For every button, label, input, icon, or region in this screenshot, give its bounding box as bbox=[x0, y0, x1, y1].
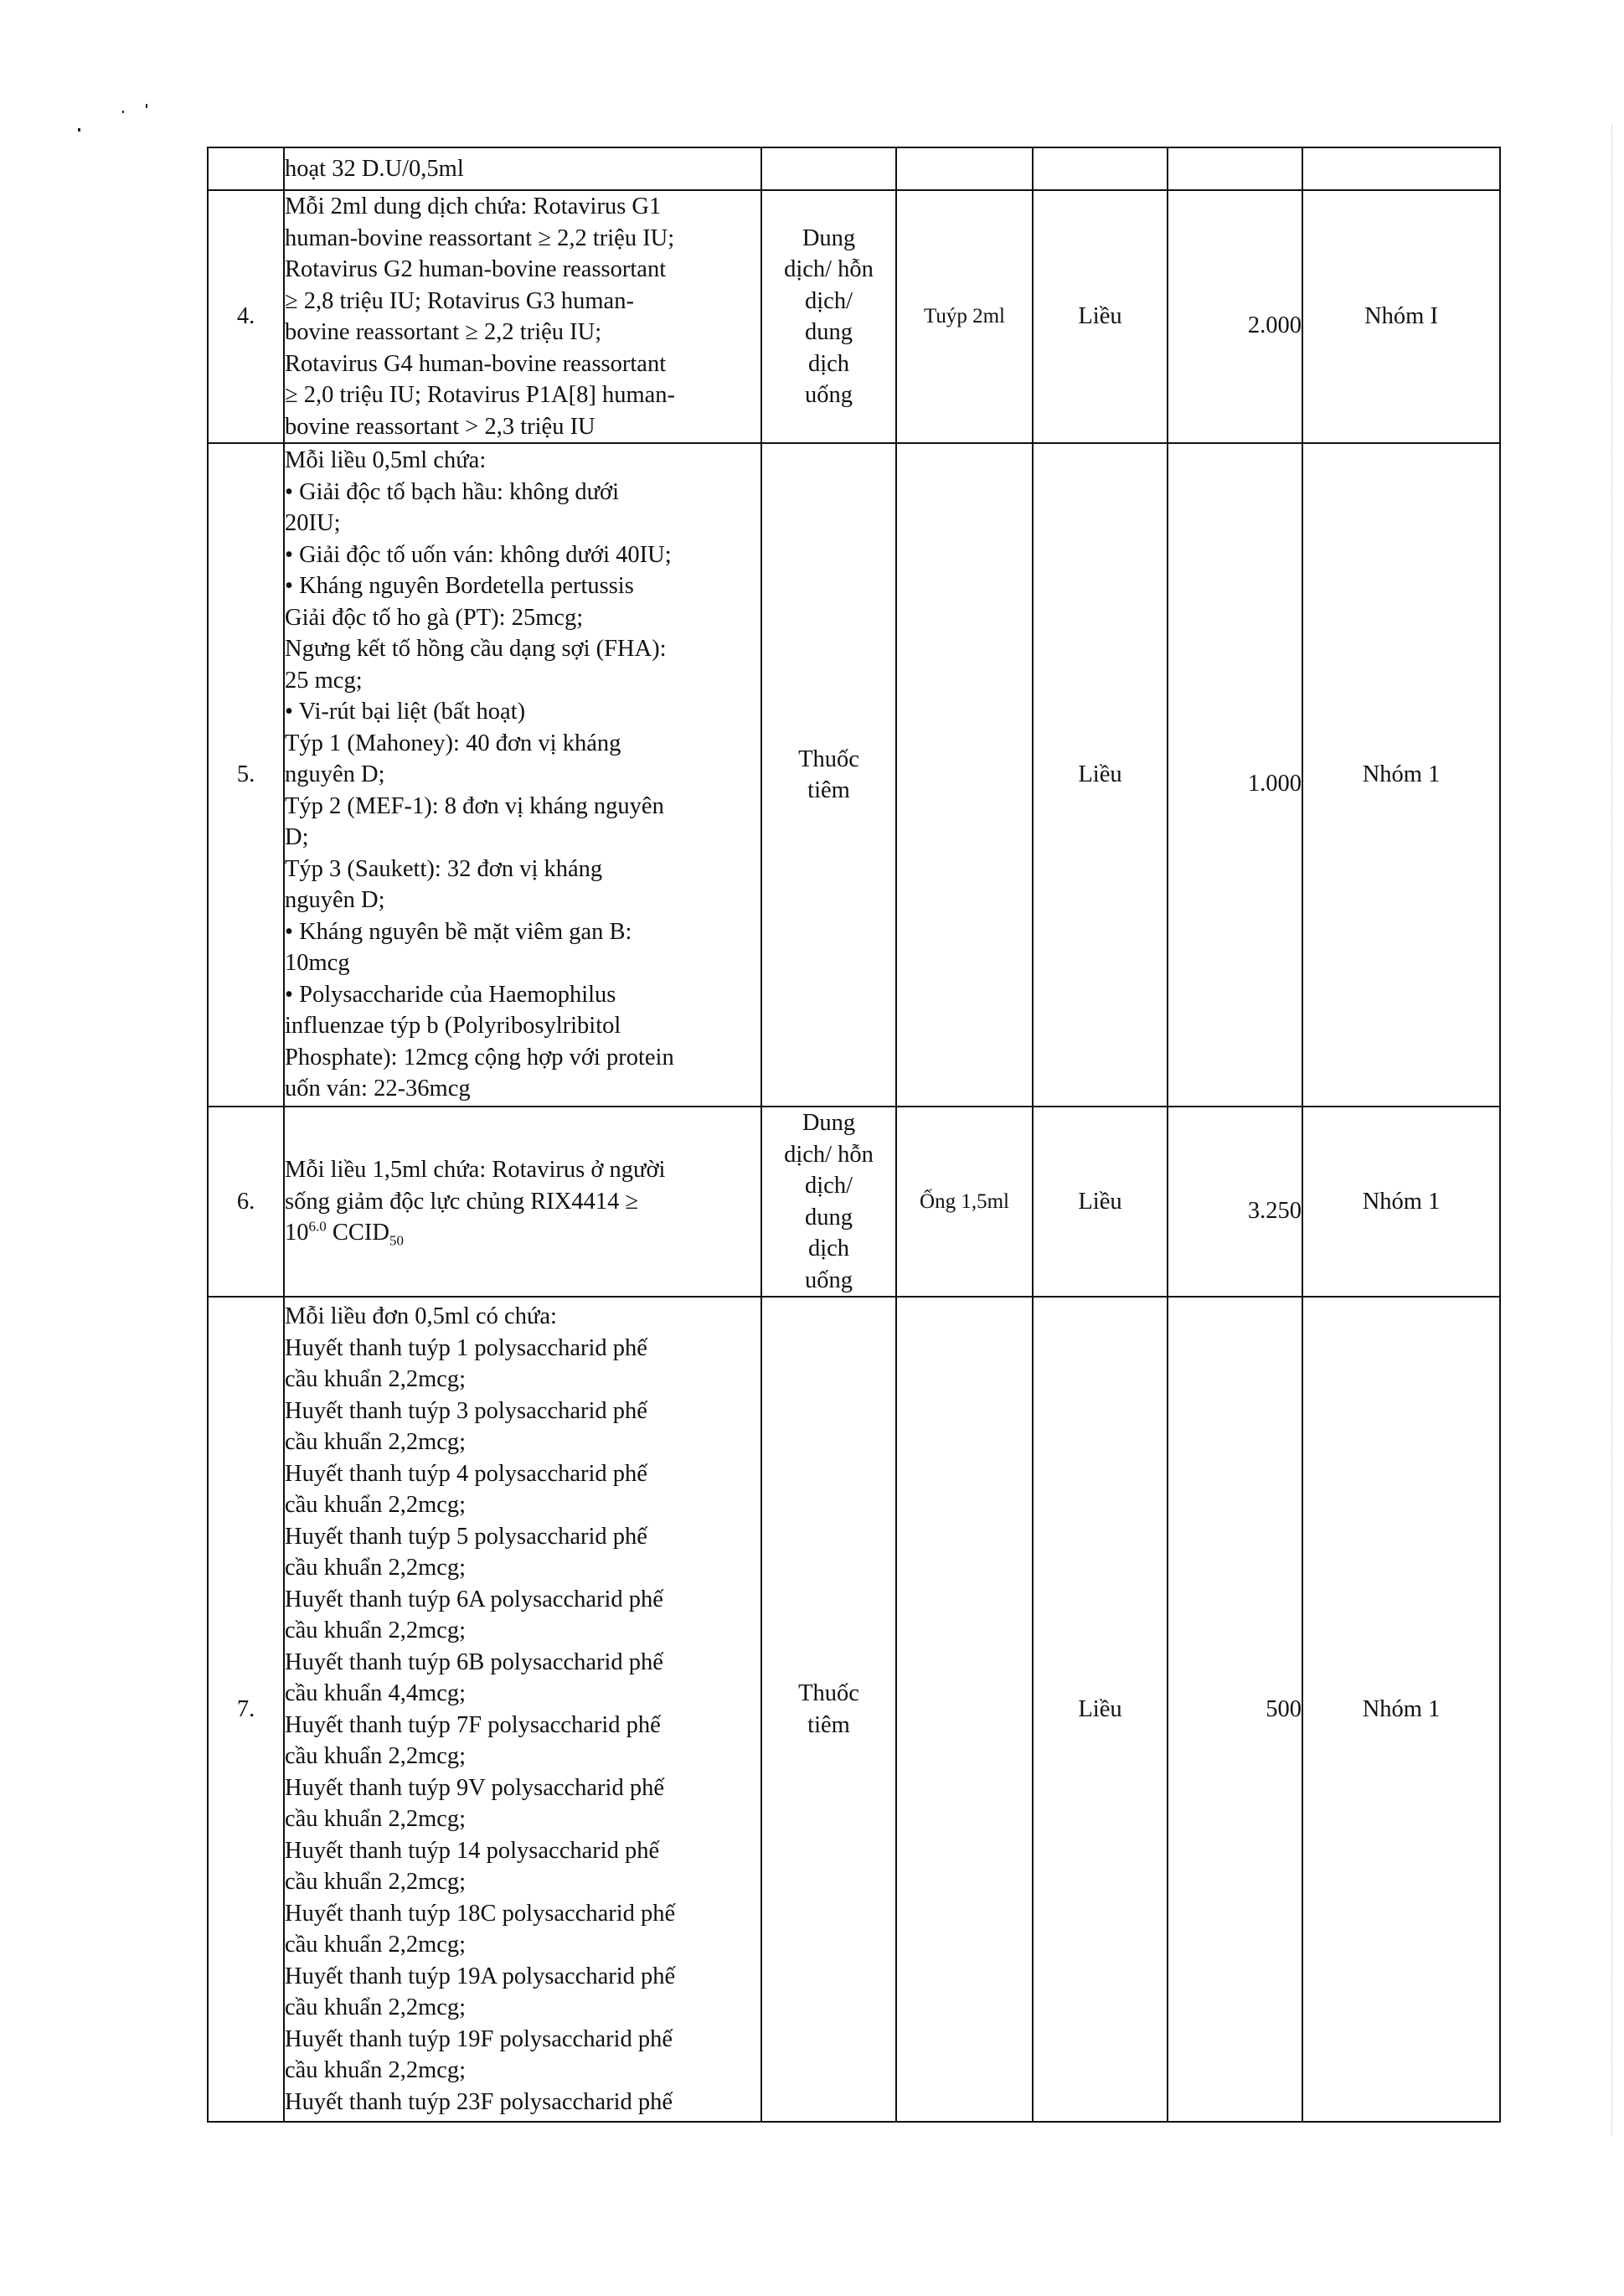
stt-cell: 7. bbox=[208, 1297, 284, 2122]
table-row bbox=[208, 1107, 1500, 1297]
dosage-form-lines bbox=[762, 223, 895, 411]
text-line: dịch/ hỗn bbox=[784, 1141, 874, 1168]
text-line: cầu khuẩn 2,2mcg; bbox=[285, 1743, 467, 1769]
text-line: human-bovine reassortant ≥ 2,2 triệu IU; bbox=[285, 224, 675, 251]
table-row bbox=[208, 1297, 1500, 2122]
text-line: dịch bbox=[807, 350, 850, 377]
dosage-form-cell bbox=[761, 147, 896, 190]
quantity-cell: 1.000 bbox=[1168, 443, 1302, 1107]
text-line: Rotavirus G2 human-bovine reassortant bbox=[285, 256, 667, 282]
text-line: cầu khuẩn 2,2mcg; bbox=[285, 2057, 467, 2083]
packaging-cell: Tuýp 2ml bbox=[896, 190, 1033, 443]
text-line: Dung bbox=[802, 224, 856, 251]
group-cell: Nhóm 1 bbox=[1302, 1297, 1500, 2122]
description-lines bbox=[285, 1301, 760, 2118]
quantity-cell: 500 bbox=[1168, 1297, 1302, 2122]
packaging-cell: Ống 1,5ml bbox=[896, 1107, 1033, 1297]
dosage-form-cell bbox=[761, 1297, 896, 2122]
text-line: cầu khuẩn 2,2mcg; bbox=[285, 1492, 467, 1518]
text-line: Mỗi 2ml dung dịch chứa: Rotavirus G1 bbox=[285, 193, 662, 219]
stt-cell: 5. bbox=[208, 443, 284, 1107]
text-line: bovine reassortant ≥ 2,2 triệu IU; bbox=[285, 319, 602, 345]
packaging-cell bbox=[896, 443, 1033, 1107]
text-line: 20IU; bbox=[285, 510, 341, 537]
unit-cell bbox=[1033, 147, 1168, 190]
text-line: nguyên D; bbox=[285, 761, 385, 788]
text-line: dịch/ hỗn bbox=[784, 256, 874, 282]
text-line: dịch/ bbox=[805, 1173, 853, 1199]
text-line: Týp 3 (Saukett): 32 đơn vị kháng bbox=[285, 855, 603, 882]
text-line: cầu khuẩn 2,2mcg; bbox=[285, 1869, 467, 1895]
description-sci-line: $10^{6.0}$ $CCID_{50}$ bbox=[285, 1218, 404, 1249]
text-line: sống giảm độc lực chủng RIX4414 ≥ bbox=[285, 1188, 639, 1215]
text-line: Huyết thanh tuýp 9V polysaccharid phế bbox=[285, 1774, 664, 1801]
scan-speck bbox=[146, 104, 147, 108]
description-cell bbox=[284, 443, 761, 1107]
dosage-form-cell bbox=[761, 443, 896, 1107]
table-row-continuation bbox=[208, 147, 1500, 190]
text-line: cầu khuẩn 2,2mcg; bbox=[285, 1429, 467, 1455]
text-line: Huyết thanh tuýp 23F polysaccharid phế bbox=[285, 2088, 673, 2115]
text-line: Dung bbox=[802, 1110, 856, 1136]
text-line: cầu khuẩn 2,2mcg; bbox=[285, 1555, 467, 1581]
text-line: • Polysaccharide của Haemophilus bbox=[285, 981, 616, 1008]
dosage-form-cell bbox=[761, 190, 896, 443]
text-line: Mỗi liều 1,5ml chứa: Rotavirus ở người bbox=[285, 1157, 666, 1184]
text-line: Huyết thanh tuýp 19A polysaccharid phế bbox=[285, 1963, 676, 1989]
description-cell bbox=[284, 190, 761, 443]
text-line: cầu khuẩn 2,2mcg; bbox=[285, 1806, 467, 1832]
text-line: dịch/ bbox=[805, 287, 853, 314]
text-line: uốn ván: 22-36mcg bbox=[285, 1076, 471, 1102]
text-line: Thuốc bbox=[798, 746, 859, 772]
group-cell: Nhóm I bbox=[1302, 190, 1500, 443]
text-line: Huyết thanh tuýp 6A polysaccharid phế bbox=[285, 1586, 663, 1612]
text-line: uống bbox=[805, 382, 853, 408]
stt-cell bbox=[208, 147, 284, 190]
group-cell: Nhóm 1 bbox=[1302, 1107, 1500, 1297]
text-line: Huyết thanh tuýp 14 polysaccharid phế bbox=[285, 1837, 660, 1864]
text-line: • Kháng nguyên Bordetella pertussis bbox=[285, 573, 634, 600]
text-line: tiêm bbox=[807, 1711, 850, 1738]
text-line: Huyết thanh tuýp 5 polysaccharid phế bbox=[285, 1523, 647, 1550]
description-lines bbox=[285, 1154, 760, 1217]
scan-speck bbox=[122, 111, 124, 113]
text-line: Huyết thanh tuýp 19F polysaccharid phế bbox=[285, 2025, 673, 2052]
unit-cell: Liều bbox=[1033, 1297, 1168, 2122]
text-line: bovine reassortant > 2,3 triệu IU bbox=[285, 413, 595, 440]
description-cell bbox=[284, 147, 761, 190]
description-cell bbox=[284, 1107, 761, 1297]
unit-cell: Liều bbox=[1033, 443, 1168, 1107]
group-cell: Nhóm 1 bbox=[1302, 443, 1500, 1107]
text-line: ≥ 2,8 triệu IU; Rotavirus G3 human- bbox=[285, 287, 634, 314]
text-line: Giải độc tố ho gà (PT): 25mcg; bbox=[285, 604, 584, 631]
unit-cell: Liều bbox=[1033, 190, 1168, 443]
text-line: Huyết thanh tuýp 18C polysaccharid phế bbox=[285, 1900, 676, 1927]
text-line: cầu khuẩn 2,2mcg; bbox=[285, 1366, 467, 1392]
text-line: • Giải độc tố uốn ván: không dưới 40IU; bbox=[285, 541, 672, 568]
description-lines bbox=[285, 191, 760, 442]
text-line: nguyên D; bbox=[285, 887, 385, 914]
text-line: Mỗi liều đơn 0,5ml có chứa: bbox=[285, 1303, 557, 1329]
text-line: Huyết thanh tuýp 1 polysaccharid phế bbox=[285, 1334, 647, 1361]
text-line: cầu khuẩn 2,2mcg; bbox=[285, 1618, 467, 1643]
quantity-cell: 3.250 bbox=[1168, 1107, 1302, 1297]
quantity-cell bbox=[1168, 147, 1302, 190]
dosage-form-lines bbox=[762, 1678, 895, 1741]
quantity-cell: 2.000 bbox=[1168, 190, 1302, 443]
scan-edge-artifact bbox=[1610, 126, 1612, 2136]
text-line: dịch bbox=[807, 1236, 850, 1262]
text-line: • Kháng nguyên bề mặt viêm gan B: bbox=[285, 918, 632, 945]
text-line: dung bbox=[805, 319, 853, 345]
text-line: • Giải độc tố bạch hầu: không dưới bbox=[285, 478, 620, 505]
vaccine-table bbox=[207, 147, 1501, 2123]
text-line: Týp 1 (Mahoney): 40 đơn vị kháng bbox=[285, 730, 621, 756]
continuation-text: hoạt 32 D.U/0,5ml bbox=[285, 155, 464, 182]
text-line: Týp 2 (MEF-1): 8 đơn vị kháng nguyên bbox=[285, 792, 664, 819]
text-line: Phosphate): 12mcg cộng hợp với protein bbox=[285, 1044, 674, 1071]
text-line: D; bbox=[285, 824, 309, 851]
text-line: Ngưng kết tố hồng cầu dạng sợi (FHA): bbox=[285, 636, 667, 663]
description-lines bbox=[285, 445, 760, 1105]
stt-cell: 6. bbox=[208, 1107, 284, 1297]
stt-cell: 4. bbox=[208, 190, 284, 443]
text-line: cầu khuẩn 2,2mcg; bbox=[285, 1932, 467, 1958]
scan-speck bbox=[78, 128, 80, 132]
packaging-cell bbox=[896, 147, 1033, 190]
text-line: tiêm bbox=[807, 777, 850, 803]
unit-cell: Liều bbox=[1033, 1107, 1168, 1297]
text-line: influenzae týp b (Polyribosylribitol bbox=[285, 1013, 621, 1040]
text-line: 25 mcg; bbox=[285, 667, 363, 694]
dosage-form-cell bbox=[761, 1107, 896, 1297]
packaging-cell bbox=[896, 1297, 1033, 2122]
dosage-form-lines bbox=[762, 744, 895, 807]
table-row bbox=[208, 443, 1500, 1107]
text-line: Huyết thanh tuýp 4 polysaccharid phế bbox=[285, 1460, 647, 1487]
text-line: ≥ 2,0 triệu IU; Rotavirus P1A[8] human- bbox=[285, 382, 676, 408]
text-line: Mỗi liều 0,5ml chứa: bbox=[285, 447, 487, 474]
text-line: Huyết thanh tuýp 6B polysaccharid phế bbox=[285, 1648, 663, 1675]
text-line: Huyết thanh tuýp 3 polysaccharid phế bbox=[285, 1397, 647, 1424]
text-line: Rotavirus G4 human-bovine reassortant bbox=[285, 350, 667, 377]
dosage-form-lines bbox=[762, 1107, 895, 1296]
group-cell bbox=[1302, 147, 1500, 190]
text-line: cầu khuẩn 2,2mcg; bbox=[285, 1994, 467, 2020]
text-line: uống bbox=[805, 1267, 853, 1293]
text-line: • Vi-rút bại liệt (bất hoạt) bbox=[285, 699, 526, 725]
text-line: Thuốc bbox=[798, 1680, 859, 1706]
table-row bbox=[208, 190, 1500, 443]
text-line: dung bbox=[805, 1204, 853, 1231]
text-line: Huyết thanh tuýp 7F polysaccharid phế bbox=[285, 1711, 661, 1738]
text-line: 10mcg bbox=[285, 950, 350, 977]
description-cell bbox=[284, 1297, 761, 2122]
text-line: cầu khuẩn 4,4mcg; bbox=[285, 1680, 467, 1706]
